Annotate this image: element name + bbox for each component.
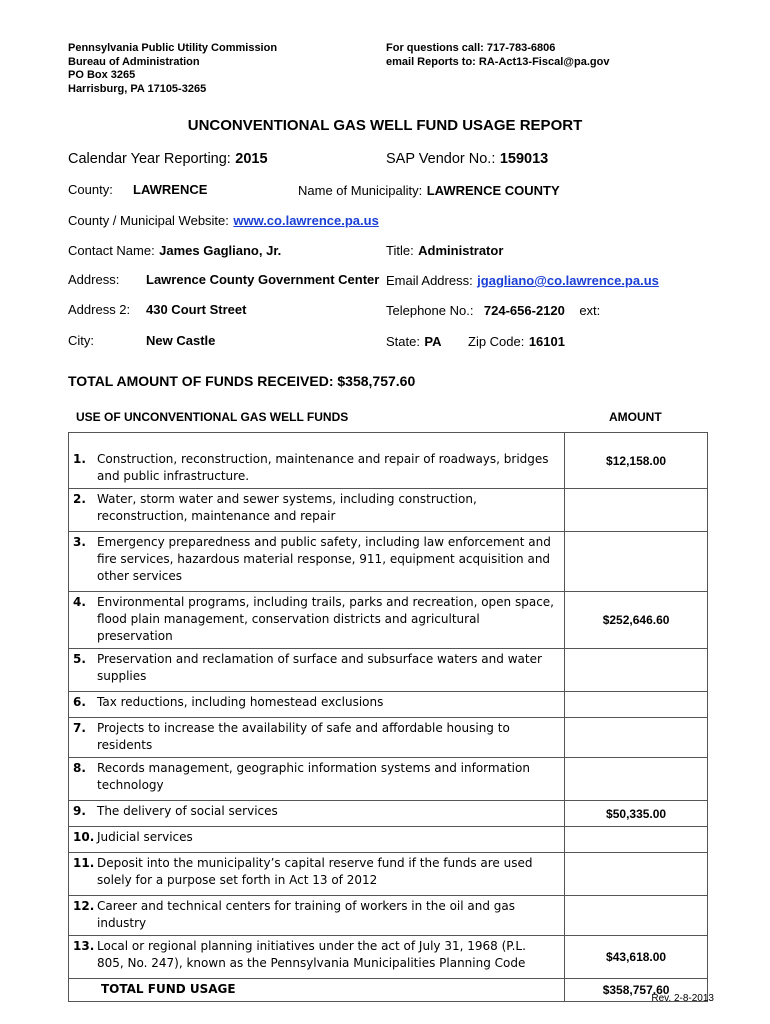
total-fund-usage-amount: $358,757.60 (565, 979, 708, 1002)
row-amount: $252,646.60 (565, 592, 708, 649)
row-description: Records management, geographic information systems and information technology (97, 761, 530, 792)
table-row (69, 827, 708, 853)
table-row (69, 692, 708, 718)
row-amount (565, 896, 708, 936)
phone-value: 724-656-2120 (483, 303, 565, 318)
calendar-year-label: Calendar Year Reporting: (68, 151, 231, 167)
state-label: State: (386, 334, 420, 349)
title-value: Administrator (418, 243, 504, 258)
sap-vendor-field (386, 150, 548, 168)
table-row (69, 718, 708, 758)
row-description: Water, storm water and sewer systems, including construction, reconstruction, maintenance and repair (97, 492, 477, 523)
table-row (69, 433, 708, 489)
phone-field (386, 302, 600, 320)
address2-value: 430 Court Street (146, 302, 247, 317)
address2-label: Address 2: (68, 302, 131, 317)
row-number: 7. (73, 721, 86, 735)
total-row (69, 979, 708, 1002)
city-value: New Castle (146, 333, 216, 348)
row-number: 6. (73, 695, 86, 709)
table-row (69, 936, 708, 979)
email-field (386, 272, 659, 290)
calendar-year-field (68, 150, 268, 168)
row-number: 8. (73, 761, 86, 775)
header-right-line: email Reports to: RA-Act13-Fiscal@pa.gov (386, 55, 610, 68)
zip-value: 16101 (528, 334, 565, 349)
table-row (69, 649, 708, 692)
row-description: Projects to increase the availability of safe and affordable housing to residents (97, 721, 510, 752)
table-row (69, 758, 708, 801)
title-label: Title: (386, 243, 414, 258)
header-left-line: Pennsylvania Public Utility Commission (68, 42, 278, 54)
website-field (68, 212, 379, 230)
phone-label: Telephone No.: (386, 303, 474, 318)
address-label: Address: (68, 272, 120, 287)
row-amount (565, 718, 708, 758)
table-row (69, 489, 708, 532)
table-row (69, 853, 708, 896)
municipality-label: Name of Municipality: (298, 183, 423, 198)
zip-label: Zip Code: (468, 334, 525, 349)
sap-vendor-label: SAP Vendor No.: (386, 151, 496, 167)
page-title: UNCONVENTIONAL GAS WELL FUND USAGE REPORT (187, 117, 583, 134)
zip-field (468, 333, 565, 351)
row-amount (565, 853, 708, 896)
total-received: TOTAL AMOUNT OF FUNDS RECEIVED: $358,757.60 (68, 373, 416, 389)
row-number: 10. (73, 830, 95, 844)
row-amount (565, 532, 708, 592)
row-description: Local or regional planning initiatives under the act of July 31, 1968 (P.L. 805, No. 247), known as the Pennsylvania Municipalities Planning Code (97, 939, 526, 970)
row-description: Emergency preparedness and public safety, including law enforcement and fire services, hazardous material response, 911, equipment acquisition and other services (97, 535, 551, 583)
row-description: Construction, reconstruction, maintenance and repair of roadways, bridges and public infrastructure. (97, 452, 549, 483)
website-link[interactable]: www.co.lawrence.pa.us (233, 213, 379, 228)
contact-label: Contact Name: (68, 243, 155, 258)
table-row (69, 592, 708, 649)
county-value: LAWRENCE (133, 182, 208, 197)
header-left-line: PO Box 3265 (68, 69, 136, 81)
use-column-header: USE OF UNCONVENTIONAL GAS WELL FUNDS (76, 410, 349, 424)
row-description: Judicial services (97, 830, 193, 844)
row-description: Career and technical centers for training of workers in the oil and gas industry (97, 899, 516, 930)
contact-value: James Gagliano, Jr. (159, 243, 282, 258)
state-value: PA (424, 334, 442, 349)
county-label: County: (68, 182, 113, 197)
row-number: 4. (73, 595, 86, 609)
fund-usage-table (68, 432, 708, 1002)
row-description: Preservation and reclamation of surface and subsurface waters and water supplies (97, 652, 542, 683)
row-amount (565, 827, 708, 853)
row-amount (565, 692, 708, 718)
row-number: 1. (73, 452, 86, 466)
address-value: Lawrence County Government Center (146, 272, 380, 287)
sap-vendor-value: 159013 (499, 151, 549, 167)
table-row (69, 801, 708, 827)
ext-label: ext: (579, 303, 601, 318)
header-right (386, 42, 609, 69)
row-description: Tax reductions, including homestead exclusions (97, 695, 384, 709)
email-label: Email Address: (386, 273, 473, 288)
calendar-year-value: 2015 (235, 151, 268, 167)
row-description: The delivery of social services (97, 804, 278, 818)
row-amount (565, 758, 708, 801)
header-right-line: For questions call: 717-783-6806 (386, 42, 556, 54)
table-row (69, 896, 708, 936)
row-number: 9. (73, 804, 86, 818)
header-left-line: Harrisburg, PA 17105-3265 (68, 82, 207, 95)
row-number: 11. (73, 856, 95, 870)
row-number: 2. (73, 492, 86, 506)
row-description: Environmental programs, including trails, parks and recreation, open space, flood plain management, conservation districts and agricultural preservation (97, 595, 554, 643)
row-amount: $12,158.00 (565, 433, 708, 489)
amount-column-header: AMOUNT (609, 410, 662, 424)
row-amount: $50,335.00 (565, 801, 708, 827)
header-left (68, 42, 277, 96)
row-amount (565, 489, 708, 532)
total-fund-usage-label: TOTAL FUND USAGE (101, 982, 236, 996)
row-amount: $43,618.00 (565, 936, 708, 979)
state-field (386, 333, 442, 351)
row-amount (565, 649, 708, 692)
row-number: 3. (73, 535, 86, 549)
row-number: 12. (73, 899, 95, 913)
revision-note: Rev. 2-8-2013 (651, 993, 714, 1004)
row-number: 5. (73, 652, 86, 666)
website-label: County / Municipal Website: (68, 213, 229, 228)
email-link[interactable]: jgagliano@co.lawrence.pa.us (477, 273, 659, 288)
header-left-line: Bureau of Administration (68, 55, 200, 68)
title-field (386, 242, 503, 260)
row-description: Deposit into the municipality’s capital reserve fund if the funds are used solely for a purpose set forth in Act 13 of 2012 (97, 856, 533, 887)
city-label: City: (68, 333, 94, 348)
row-number: 13. (73, 939, 95, 953)
table-row (69, 532, 708, 592)
contact-field (68, 242, 281, 260)
municipality-value: LAWRENCE COUNTY (426, 183, 560, 198)
municipality-field (298, 182, 560, 200)
